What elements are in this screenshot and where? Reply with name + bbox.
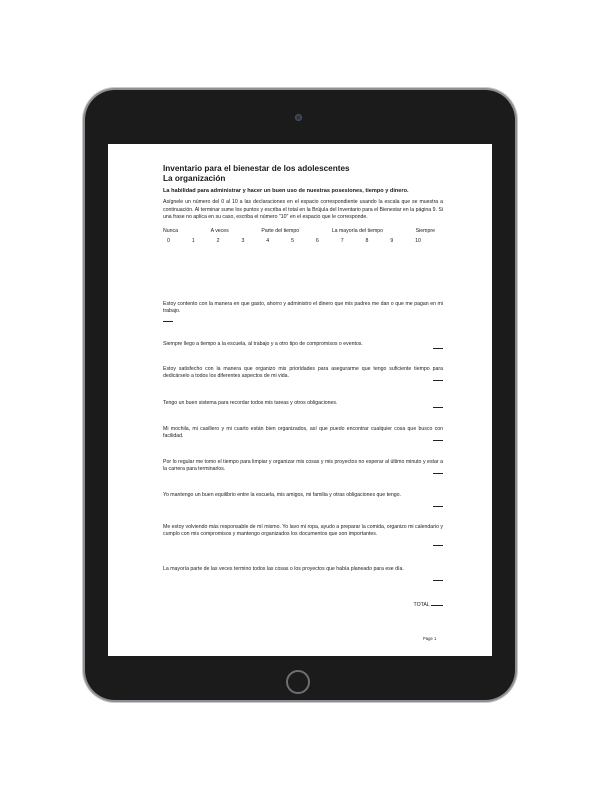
scale-number: 3 [241, 238, 245, 245]
statement-item [163, 492, 443, 499]
statement-text: La mayoría parte de las veces termino todos las cosas o los proyectos que había planeado para ese día. [163, 566, 404, 572]
scale-number: 2 [216, 238, 220, 245]
statement-item [163, 301, 443, 325]
document-title: Inventario para el bienestar de los adolescentes [163, 164, 350, 173]
scale-number: 4 [266, 238, 270, 245]
statement-item [163, 524, 443, 539]
answer-blank[interactable] [433, 468, 443, 474]
statement-item [163, 426, 443, 441]
document-subtitle: La habilidad para administrar y hacer un buen uso de nuestras posesiones, tiempo y dinero. [163, 188, 409, 194]
statement-text: Yo mantengo un buen equilibrio entre la escuela, mis amigos, mi familia y otras obligaciones que tengo. [163, 492, 401, 498]
statement-item [163, 459, 443, 474]
scale-number: 8 [365, 238, 369, 245]
scale-label: Nunca [163, 227, 178, 234]
scale-number: 6 [315, 238, 319, 245]
scale-number: 9 [390, 238, 394, 245]
scale-label: Siempre [415, 227, 435, 234]
answer-blank[interactable] [433, 501, 443, 507]
document-section-title: La organización [163, 174, 226, 183]
scale-number: 7 [340, 238, 344, 245]
total-blank[interactable] [431, 600, 443, 606]
scale-label: La mayoría del tiempo [331, 227, 384, 234]
statement-item [163, 400, 443, 407]
tablet-screen [108, 144, 492, 656]
statement-text: Estoy satisfecho con la manera que organizo mis prioridades para asegurarme que tengo suficiente tiempo para dedicárselo a todos los diferentes aspectos de mi vida. [163, 366, 443, 380]
total-label: TOTAL [413, 602, 430, 608]
scale-number: 1 [191, 238, 195, 245]
scale-number: 10 [415, 238, 421, 245]
statement-item [163, 566, 443, 573]
scale-label: Parte del tiempo [261, 227, 300, 234]
total-row [414, 600, 444, 609]
scale-label: A veces [210, 227, 229, 234]
scale-labels [163, 228, 443, 235]
scale-number: 0 [167, 238, 170, 245]
statement-text: Tengo un buen sistema para recordar todos mis tareas y otros obligaciones. [163, 400, 338, 406]
instructions-paragraph: Asígnele un número del 0 al 10 a las declaraciones en el espacio correspondiente usando la escala que se muestra a continuación. Al terminar sume los puntos y escriba el total en la Brújula del Inventario para el Bienestar en la página 9. Si una frase no aplica en su caso, escriba el número "10" en el espacio que le corresponde. [163, 199, 443, 221]
statement-item [163, 366, 443, 381]
answer-blank[interactable] [163, 316, 173, 322]
document-page [163, 164, 443, 608]
answer-blank[interactable] [433, 540, 443, 546]
camera-icon [295, 114, 302, 121]
answer-blank[interactable] [433, 402, 443, 408]
home-button[interactable] [286, 670, 310, 694]
statement-text: Mi mochila, mi casillero y mi cuarto están bien organizados, así que puedo encontrar cualquier cosa que busco con facilidad. [163, 426, 443, 440]
answer-blank[interactable] [433, 435, 443, 441]
statement-item [163, 341, 443, 348]
answer-blank[interactable] [433, 575, 443, 581]
statement-text: Estoy contento con la manera en que gasto, ahorro y administro el dinero que mis padres me dan o que me pagan en mi trabajo. [163, 301, 443, 315]
scale-numbers [163, 238, 443, 245]
answer-blank[interactable] [433, 343, 443, 349]
page-number: Page 1 [423, 636, 437, 641]
statement-text: Siempre llego a tiempo a la escuela, al trabajo y a otro tipo de compromisos o eventos. [163, 341, 363, 347]
statement-text: Me estoy volviendo más responsable de mí mismo. Yo lavo mi ropa, ayudo a preparar la comida, organizo mi calendario y cumplo con mis compromisos y mantengo organizados los documentos que son importantes. [163, 524, 443, 538]
scale-number: 5 [291, 238, 294, 245]
statement-text: Por lo regular me tomo el tiempo para limpiar y organizar mis cosas y mis proyectos no esperar al último minuto y estar a la carrera para terminarlos. [163, 459, 443, 473]
answer-blank[interactable] [433, 375, 443, 381]
